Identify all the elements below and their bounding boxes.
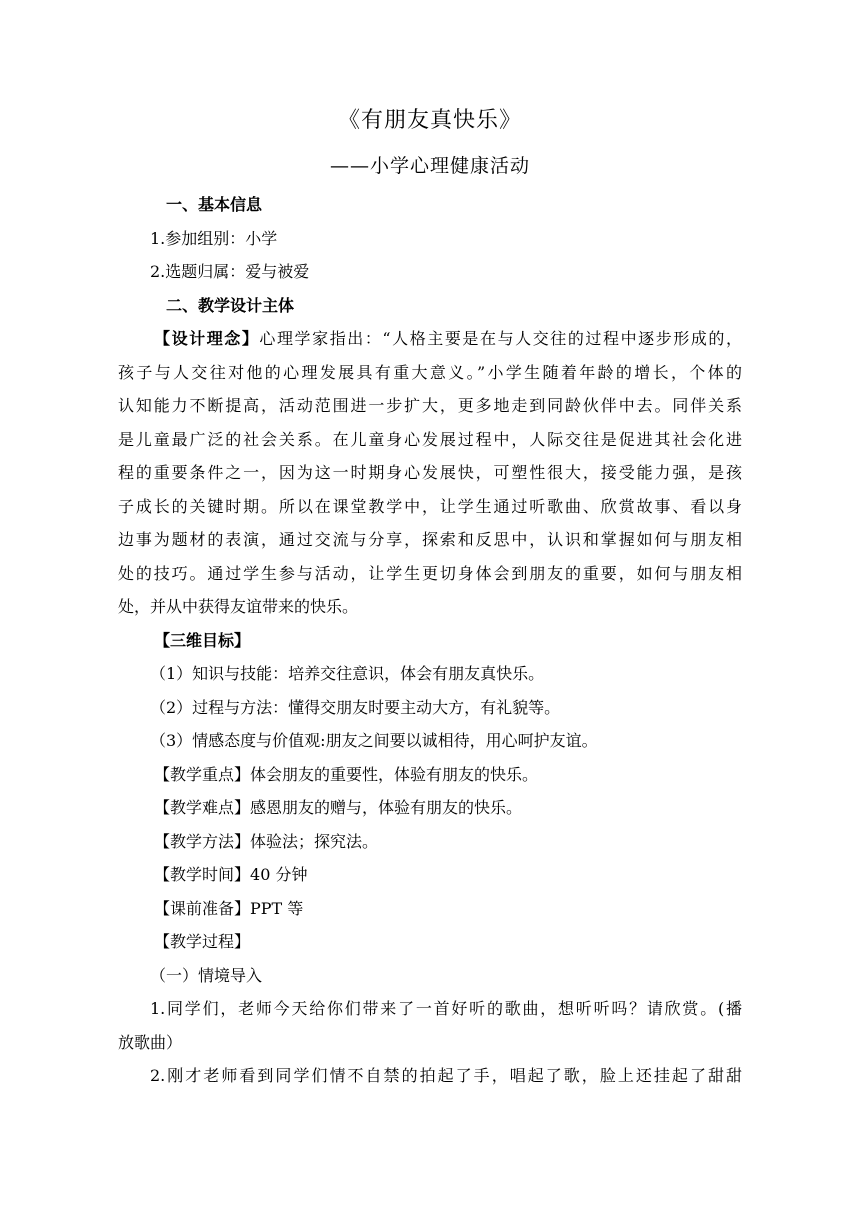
design-concept-line: 子成长的关键时期。所以在课堂教学中，让学生通过听歌曲、欣赏故事、看以身 <box>118 496 742 516</box>
process-step-heading: （一）情境导入 <box>150 965 263 985</box>
section-heading-design: 二、教学设计主体 <box>166 295 295 315</box>
section-heading-basic-info: 一、基本信息 <box>166 195 263 214</box>
difficulty <box>118 791 742 825</box>
process-label: 【教学过程】 <box>154 932 251 951</box>
teaching-time-label: 【教学时间】 <box>154 865 251 884</box>
design-concept-line: 孩子与人交往对他的心理发展具有重大意义。”小学生随着年龄的增长，个体的 <box>118 362 742 382</box>
basic-info-group: 1.参加组别：小学 <box>150 228 278 248</box>
design-concept-line: 边事为题材的表演，通过交流与分享，探索和反思中，认识和掌握如何与朋友相 <box>118 530 742 549</box>
design-concept-line: 是儿童最广泛的社会关系。在儿童身心发展过程中，人际交往是促进其社会化进 <box>118 429 742 449</box>
document-title: 《有朋友真快乐》 <box>337 108 522 133</box>
document-body <box>118 188 742 1093</box>
design-concept-line: 处的技巧。通过学生参与活动，让学生更切身体会到朋友的重要，如何与朋友相 <box>118 563 742 583</box>
process-paragraph-1: 1.同学们，老师今天给你们带来了一首好听的歌曲，想听听吗？请欣赏。(播 <box>150 999 742 1018</box>
design-concept-line: 程的重要条件之一，因为这一时期身心发展快，可塑性很大，接受能力强，是孩 <box>118 463 742 482</box>
design-concept-line: 处，并从中获得友谊带来的快乐。 <box>118 597 359 616</box>
difficulty-label: 【教学难点】 <box>154 798 251 817</box>
teaching-time-text: 40 分钟 <box>250 865 308 884</box>
key-point-text: 体会朋友的重要性，体验有朋友的快乐。 <box>250 764 539 784</box>
design-concept-text: 心理学家指出：“人格主要是在与人交往的过程中逐步形成的， <box>259 329 742 348</box>
method-text: 体验法；探究法。 <box>250 831 379 851</box>
goals-label: 【三维目标】 <box>154 630 251 650</box>
preparation-label: 【课前准备】 <box>154 898 251 918</box>
process-paragraph-2: 2.刚才老师看到同学们情不自禁的拍起了手，唱起了歌，脸上还挂起了甜甜 <box>150 1066 742 1085</box>
process-paragraph-1-cont: 放歌曲） <box>118 1032 183 1052</box>
goal-item: （1）知识与技能：培养交往意识，体会有朋友真快乐。 <box>150 664 545 683</box>
method <box>118 825 742 859</box>
goal-item: （2）过程与方法：懂得交朋友时要主动大方，有礼貌等。 <box>150 697 561 717</box>
basic-info-topic: 2.选题归属：爱与被爱 <box>150 262 310 281</box>
preparation-text: PPT 等 <box>250 898 304 918</box>
design-concept-line <box>118 322 742 356</box>
key-point-label: 【教学重点】 <box>154 764 251 784</box>
document-subtitle: ——小学心理健康活动 <box>330 155 531 177</box>
teaching-time <box>118 858 742 892</box>
key-point <box>118 758 742 792</box>
design-concept-label: 【设计理念】 <box>154 329 260 348</box>
design-concept-line: 认知能力不断提高，活动范围进一步扩大，更多地走到同龄伙伴中去。同伴关系 <box>118 396 742 415</box>
difficulty-text: 感恩朋友的赠与，体验有朋友的快乐。 <box>250 798 523 817</box>
preparation <box>118 892 742 926</box>
method-label: 【教学方法】 <box>154 831 251 851</box>
goal-item: （3）情感态度与价值观:朋友之间要以诚相待，用心呵护友谊。 <box>150 731 598 750</box>
